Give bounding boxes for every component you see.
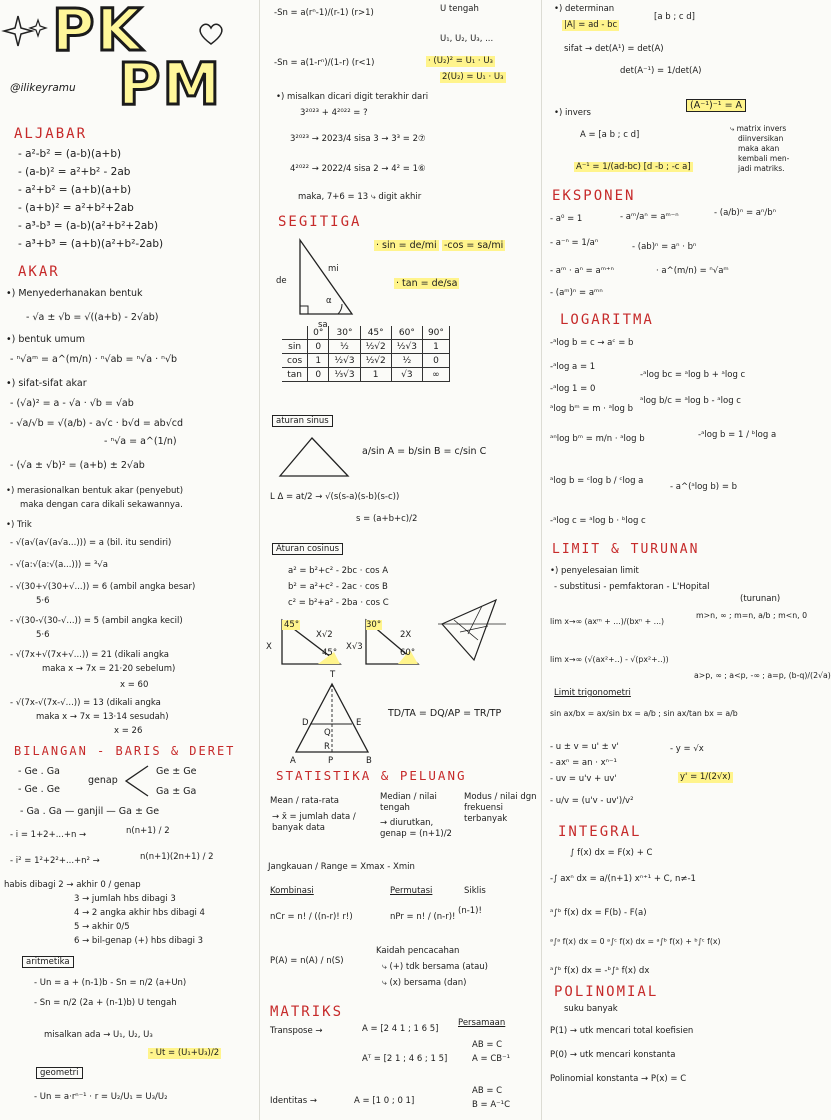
- similar-formula: TD/TA = DQ/AP = TR/TP: [388, 708, 502, 719]
- s-formula: s = (a+b+c)/2: [356, 514, 418, 524]
- digit-row-1: 3²⁰²³ → 2023/4 sisa 3 → 3³ = 2⑦: [290, 134, 426, 144]
- kaidah-label: Kaidah pencacahan: [376, 946, 460, 956]
- lbl-e: E: [356, 718, 362, 728]
- aljabar-line-2: - (a-b)² = a²+b² - 2ab: [18, 166, 131, 178]
- matrix-at: Aᵀ = [2 1 ; 4 6 ; 1 5]: [362, 1054, 448, 1064]
- akar-line-8: - ⁿ√a = a^(1/n): [104, 436, 177, 447]
- trig-h-4: 60°: [391, 326, 422, 340]
- habis-6: 6 → bil-genap (+) hbs dibagi 3: [74, 936, 204, 946]
- limit-heading: LIMIT & TURUNAN: [552, 542, 700, 557]
- aljabar-line-6: - a³+b³ = (a+b)(a²+b²-2ab): [18, 238, 164, 250]
- sin-def: · sin = de/mi: [376, 240, 437, 251]
- persamaan-2: A = CB⁻¹: [472, 1054, 511, 1064]
- u-sequence: U₁, U₂, U₃, ...: [440, 34, 494, 44]
- limit-2: lim x→∞ (√(ax²+..) - √(px²+..)): [550, 655, 669, 664]
- lbl-x-a: X: [266, 642, 272, 652]
- determinan-formula: |A| = ad - bc: [564, 20, 618, 30]
- log-10: - a^(ᵃlog b) = b: [670, 482, 738, 492]
- lbl-p: P: [328, 756, 334, 766]
- habis-5: 5 → akhir 0/5: [74, 922, 130, 932]
- trig-h-3: 45°: [360, 326, 391, 340]
- permutasi-formula: nPr = n! / (n-r)!: [390, 912, 456, 922]
- trig-cell: tan: [282, 368, 308, 382]
- eksponen-5: - (ab)ⁿ = aⁿ · bⁿ: [632, 242, 697, 252]
- log-5: ᵃlog bᵐ = m · ᵃlog b: [550, 404, 633, 414]
- trig-cell: 0: [308, 340, 329, 354]
- permutasi-label: Permutasi: [390, 886, 433, 896]
- log-1: -ᵃlog b = c → aᶜ = b: [550, 338, 634, 348]
- maka-line: maka, 7+6 = 13 ⤷ digit akhir: [298, 192, 422, 202]
- invers-box: (A⁻¹)⁻¹ = A: [686, 100, 746, 112]
- akar-line-19: x = 60: [120, 680, 149, 690]
- akar-line-16: - √(30-√(30-√...)) = 5 (ambil angka kecil): [10, 616, 183, 626]
- trig-cell: ∞: [422, 368, 449, 382]
- eksponen-8: - (aᵐ)ⁿ = aᵐⁿ: [550, 288, 603, 298]
- derivative-3: - axⁿ = an · xⁿ⁻¹: [550, 758, 617, 768]
- akar-line-16b: 5·6: [36, 630, 50, 640]
- lbl-alpha: α: [326, 296, 332, 306]
- invers-note-5: jadi matriks.: [738, 164, 785, 173]
- lbl-t: T: [330, 670, 336, 680]
- tan-def: · tan = de/sa: [396, 278, 458, 289]
- derivative-2: - y = √x: [670, 744, 704, 754]
- trig-cell: ⅓√3: [329, 368, 360, 382]
- aljabar-heading: ALJABAR: [14, 126, 88, 142]
- invers-note-2: diinversikan: [738, 134, 784, 143]
- determinan-label: •) determinan: [554, 4, 615, 14]
- integral-5: ᵃ∫ᵇ f(x) dx = -ᵇ∫ᵃ f(x) dx: [550, 966, 650, 976]
- siklis-formula: (n-1)!: [458, 906, 482, 916]
- akar-line-11: maka dengan cara dikali sekawannya.: [20, 500, 183, 510]
- kaidah-2: ⤷ (x) bersama (dan): [382, 978, 467, 988]
- akar-line-15b: 5·6: [36, 596, 50, 606]
- eksponen-heading: EKSPONEN: [552, 188, 636, 204]
- lbl-2x: 2X: [400, 630, 412, 640]
- median-formula: → diurutkan, genap = (n+1)/2: [380, 818, 452, 839]
- habis-2: habis dibagi 2 → akhir 0 / genap: [4, 880, 141, 890]
- habis-4: 4 → 2 angka akhir hbs dibagi 4: [74, 908, 205, 918]
- kombinasi-label: Kombinasi: [270, 886, 314, 896]
- misalkan-line: misalkan ada → U₁, U₂, U₃: [44, 1030, 153, 1040]
- trig-limit-formula: sin ax/bx = ax/sin bx = a/b ; sin ax/tan bx = a/b: [550, 709, 738, 718]
- trig-cell: ½√2: [360, 340, 391, 354]
- trig-h-0: [282, 326, 308, 340]
- trig-h-1: 0°: [308, 326, 329, 340]
- cos-def: -cos = sa/mi: [444, 240, 504, 251]
- akar-line-13: - √(a√(a√(a√a...))) = a (bil. itu sendiri): [10, 538, 172, 548]
- matrix-a: A = [2 4 1 ; 1 6 5]: [362, 1024, 439, 1034]
- log-9: ᵃlog b = ᶜlog b / ᶜlog a: [550, 476, 644, 486]
- lbl-45-a: 45°: [284, 620, 300, 630]
- genap-label: genap: [88, 775, 118, 786]
- cos-rule-1: a² = b²+c² - 2bc · cos A: [288, 566, 389, 576]
- trig-cell: ½√2: [360, 354, 391, 368]
- logaritma-heading: LOGARITMA: [560, 312, 654, 328]
- sn-line: - Sn = n/2 (2a + (n-1)b) U tengah: [34, 998, 177, 1008]
- persamaan-3: AB = C: [472, 1086, 503, 1096]
- trig-cell: 0: [422, 354, 449, 368]
- lbl-45-b: 45°: [322, 648, 338, 658]
- sum-2: - i² = 1²+2²+...+n² →: [10, 856, 100, 866]
- trig-cell: ½√3: [391, 340, 422, 354]
- aturan-cosinus-label: Aturan cosinus: [272, 544, 343, 555]
- akar-line-17: - √(7x+√(7x+√...)) = 21 (dikali angka: [10, 650, 170, 660]
- trig-row-sin: [282, 340, 449, 354]
- segitiga-heading: SEGITIGA: [278, 214, 362, 230]
- sifat-1: sifat → det(A¹) = det(A): [564, 44, 664, 54]
- akar-line-15: - √(30+√(30+√...)) = 6 (ambil angka besar): [10, 582, 196, 592]
- polinomial-sub: suku banyak: [564, 1004, 618, 1014]
- u2-a: · (U₂)² = U₁ · U₃: [428, 56, 493, 66]
- logo-pk: PK: [52, 0, 144, 64]
- trig-limit-label: Limit trigonometri: [554, 688, 631, 698]
- akar-line-20: - √(7x-√(7x-√...)) = 13 (dikali angka: [10, 698, 161, 708]
- derivative-6: - u/v = (u'v - uv')/v²: [550, 796, 634, 806]
- polinomial-2: P(0) → utk mencari konstanta: [550, 1050, 676, 1060]
- derivative-4: y' = 1/(2√x): [680, 772, 731, 782]
- statistika-heading: STATISTIKA & PELUANG: [276, 768, 467, 783]
- trig-row-tan: [282, 368, 449, 382]
- lbl-q: Q: [324, 728, 331, 738]
- lbl-d: D: [302, 718, 309, 728]
- lbl-a: A: [290, 756, 296, 766]
- lbl-sa: sa: [318, 320, 328, 330]
- misalkan-digit: •) misalkan dicari digit terakhir dari: [276, 92, 429, 102]
- siklis-label: Siklis: [464, 886, 486, 896]
- limit-1: lim x→∞ (axᵐ + ...)/(bxⁿ + ...): [550, 617, 665, 626]
- aljabar-line-5: - a³-b³ = (a-b)(a²+b²+2ab): [18, 220, 159, 232]
- aturan-sinus-label: aturan sinus: [272, 416, 333, 427]
- matriks-heading: MATRIKS: [270, 1004, 344, 1020]
- eksponen-6: - aᵐ · aⁿ = aᵐ⁺ⁿ: [550, 266, 614, 276]
- inscribed-triangle-diagram: [438, 596, 508, 664]
- akar-line-18: maka x → 7x = 21·20 sebelum): [42, 664, 176, 674]
- eksponen-3: - (a/b)ⁿ = aⁿ/bⁿ: [714, 208, 777, 218]
- transpose-label: Transpose →: [270, 1026, 323, 1036]
- polinomial-1: P(1) → utk mencari total koefisien: [550, 1026, 694, 1036]
- akar-line-7: - √a/√b = √(a/b) - a√c · b√d = ab√cd: [10, 418, 184, 429]
- genap-a: - Ge . Ga: [18, 766, 60, 777]
- mean-formula: → x̄ = jumlah data / banyak data: [272, 812, 356, 833]
- genap-r2: Ga ± Ga: [156, 786, 197, 797]
- kombinasi-formula: nCr = n! / ((n-r)! r!): [270, 912, 353, 922]
- aritmetika-label: aritmetika: [22, 957, 74, 968]
- habis-3: 3 → jumlah hbs dibagi 3: [74, 894, 176, 904]
- trig-cell: 1: [422, 340, 449, 354]
- limit-p2b: (turunan): [740, 594, 781, 604]
- limit-1-result: m>n, ∞ ; m=n, a/b ; m<n, 0: [696, 611, 808, 620]
- genap-r1: Ge ± Ge: [156, 766, 197, 777]
- sn-geo-1: -Sn = a(rⁿ-1)/(r-1) (r>1): [274, 8, 374, 18]
- trig-cell: cos: [282, 354, 308, 368]
- invers-note-1: ⤷ matrix invers: [730, 124, 787, 133]
- sn-geo-2: -Sn = a(1-rⁿ)/(1-r) (r<1): [274, 58, 375, 68]
- divider-2: [541, 0, 542, 1120]
- akar-line-14: - √(a:√(a:√(a...))) = ³√a: [10, 560, 108, 570]
- trig-cell: 0: [308, 368, 329, 382]
- persamaan-1: AB = C: [472, 1040, 503, 1050]
- aljabar-line-4: - (a+b)² = a²+b²+2ab: [18, 202, 134, 214]
- limit-2-result: a>p, ∞ ; a<p, -∞ ; a=p, (b-q)/(2√a): [694, 671, 831, 680]
- polinomial-heading: POLINOMIAL: [554, 984, 659, 1000]
- trig-cell: 1: [360, 368, 391, 382]
- range-line: Jangkauan / Range = Xmax - Xmin: [268, 862, 415, 872]
- sum-1: - i = 1+2+...+n →: [10, 830, 87, 840]
- log-3: -ᵃlog bc = ᵃlog b + ᵃlog c: [640, 370, 746, 380]
- invers-formula: A⁻¹ = 1/(ad-bc) [d -b ; -c a]: [576, 162, 691, 172]
- trig-header-row: [282, 326, 449, 340]
- column-3: [544, 0, 831, 1120]
- kaidah-1: ⤷ (+) tdk bersama (atau): [382, 962, 488, 972]
- integral-2: -∫ axⁿ dx = a/(n+1) xⁿ⁺¹ + C, n≠-1: [550, 874, 696, 884]
- trig-cell: sin: [282, 340, 308, 354]
- invers-note-3: maka akan: [738, 144, 780, 153]
- invers-note-4: kembali men-: [738, 154, 790, 163]
- lbl-de: de: [276, 276, 287, 286]
- aljabar-line-1: - a²-b² = (a-b)(a+b): [18, 148, 122, 160]
- expr: 3²⁰²³ + 4²⁰²² = ?: [300, 108, 368, 118]
- log-11: -ᵃlog c = ᵃlog b · ᵇlog c: [550, 516, 646, 526]
- akar-line-10: •) merasionalkan bentuk akar (penyebut): [6, 486, 184, 496]
- divider-1: [259, 0, 260, 1120]
- integral-4: ᵃ∫ᵃ f(x) dx = 0 ᵃ∫ᶜ f(x) dx = ᵃ∫ᵇ f(x) + ᵇ∫ᶜ f(x): [550, 937, 721, 946]
- invers-a: A = [a b ; c d]: [580, 130, 640, 140]
- geometri-label: geometri: [36, 1068, 83, 1079]
- bracket-icon: [122, 764, 152, 798]
- trig-cell: 1: [308, 354, 329, 368]
- lbl-b: B: [366, 756, 372, 766]
- akar-line-1: •) Menyederhanakan bentuk: [6, 288, 143, 299]
- identitas-label: Identitas →: [270, 1096, 318, 1106]
- u2-b: 2(U₂) = U₁ · U₃: [442, 72, 504, 82]
- derivative-5: - uv = u'v + uv': [550, 774, 617, 784]
- right-triangle-diagram: [294, 236, 358, 320]
- integral-heading: INTEGRAL: [558, 824, 642, 840]
- integral-1: ∫ f(x) dx = F(x) + C: [570, 848, 653, 858]
- un-line: - Un = a + (n-1)b - Sn = n/2 (a+Un): [34, 978, 187, 988]
- lbl-r: R: [324, 742, 330, 752]
- median-label: Median / nilai tengah: [380, 792, 437, 813]
- heart-icon: [198, 22, 224, 46]
- cos-rule-3: c² = b²+a² - 2ba · cos C: [288, 598, 389, 608]
- akar-heading: AKAR: [18, 264, 60, 280]
- matrix-identity: A = [1 0 ; 0 1]: [354, 1096, 415, 1106]
- trig-h-2: 30°: [329, 326, 360, 340]
- geo-line: - Un = a·rⁿ⁻¹ · r = U₂/U₁ = U₃/U₂: [34, 1092, 168, 1102]
- genap-b: - Ge . Ge: [18, 784, 60, 795]
- sum-1-formula: n(n+1) / 2: [126, 826, 170, 836]
- log-8: -ᵃlog b = 1 / ᵇlog a: [698, 430, 777, 440]
- log-4: -ᵃlog 1 = 0: [550, 384, 596, 394]
- mean-label: Mean / rata-rata: [270, 796, 339, 806]
- utengah-label: U tengah: [440, 4, 479, 14]
- handle: @ilikeyramu: [10, 82, 76, 94]
- modus-label: Modus / nilai dgn frekuensi terbanyak: [464, 792, 537, 824]
- invers-label: •) invers: [554, 108, 591, 118]
- column-1: [0, 0, 258, 1120]
- lbl-xv3: X√3: [346, 642, 363, 652]
- log-2: -ᵃlog a = 1: [550, 362, 596, 372]
- lbl-xv2: X√2: [316, 630, 333, 640]
- aljabar-line-3: - a²+b² = (a+b)(a+b): [18, 184, 132, 196]
- sinus-formula: a/sin A = b/sin B = c/sin C: [362, 446, 487, 457]
- akar-line-22: x = 26: [114, 726, 143, 736]
- eksponen-7: · a^(m/n) = ⁿ√aᵐ: [656, 266, 729, 276]
- limit-p2: - substitusi - pemfaktoran - L'Hopital: [554, 582, 710, 592]
- derivative-1: - u ± v = u' ± v': [550, 742, 619, 752]
- lbl-mi: mi: [328, 264, 339, 274]
- sifat-2: det(A⁻¹) = 1/det(A): [620, 66, 702, 76]
- bilangan-heading: BILANGAN - BARIS & DERET: [14, 744, 236, 758]
- log-6: ᵃlog b/c = ᵃlog b - ᵃlog c: [640, 396, 741, 406]
- trig-h-5: 90°: [422, 326, 449, 340]
- lbl-60: 60°: [400, 648, 416, 658]
- sinus-triangle-diagram: [276, 432, 352, 482]
- akar-line-6: - (√a)² = a - √a · √b = √ab: [10, 398, 134, 409]
- trig-cell: √3: [391, 368, 422, 382]
- akar-line-3: •) bentuk umum: [6, 334, 86, 345]
- akar-line-21: maka x → 7x = 13·14 sesudah): [36, 712, 169, 722]
- akar-line-5: •) sifat-sifat akar: [6, 378, 87, 389]
- akar-line-9: - (√a ± √b)² = (a+b) ± 2√ab: [10, 460, 145, 471]
- sparkle-icon: [4, 12, 50, 52]
- persamaan-4: B = A⁻¹C: [472, 1100, 511, 1110]
- trig-row-cos: [282, 354, 449, 368]
- lbl-30: 30°: [366, 620, 382, 630]
- trig-cell: ½√3: [329, 354, 360, 368]
- log-7: ᵃⁿlog bᵐ = m/n · ᵃlog b: [550, 434, 645, 444]
- trig-cell: ½: [329, 340, 360, 354]
- luas-formula: L Δ = at/2 → √(s(s-a)(s-b)(s-c)): [270, 492, 400, 502]
- akar-line-2: - √a ± √b = √((a+b) - 2√ab): [26, 312, 159, 323]
- akar-line-12: •) Trik: [6, 520, 32, 530]
- integral-3: ᵃ∫ᵇ f(x) dx = F(b) - F(a): [550, 908, 647, 918]
- limit-p1: •) penyelesaian limit: [550, 566, 639, 576]
- eksponen-1: - a⁰ = 1: [550, 214, 583, 224]
- cos-rule-2: b² = a²+c² - 2ac · cos B: [288, 582, 388, 592]
- ut-line: - Ut = (U₁+U₃)/2: [150, 1048, 220, 1058]
- determinan-matrix: [a b ; c d]: [654, 12, 695, 22]
- ganjil-line: - Ga . Ga — ganjil — Ga ± Ge: [20, 806, 160, 817]
- eksponen-4: - a⁻ⁿ = 1/aⁿ: [550, 238, 599, 248]
- eksponen-2: - aᵐ/aⁿ = aᵐ⁻ⁿ: [620, 212, 679, 222]
- persamaan-label: Persamaan: [458, 1018, 506, 1028]
- digit-row-2: 4²⁰²² → 2022/4 sisa 2 → 4² = 1⑥: [290, 164, 426, 174]
- akar-line-4: - ⁿ√aᵐ = a^(m/n) · ⁿ√ab = ⁿ√a · ⁿ√b: [10, 354, 178, 365]
- logo-pm: PM: [118, 50, 223, 118]
- trig-cell: ½: [391, 354, 422, 368]
- trig-table: [282, 326, 450, 382]
- peluang-formula: P(A) = n(A) / n(S): [270, 956, 344, 966]
- sum-2-formula: n(n+1)(2n+1) / 2: [140, 852, 214, 862]
- column-2: [262, 0, 540, 1120]
- polinomial-3: Polinomial konstanta → P(x) = C: [550, 1074, 687, 1084]
